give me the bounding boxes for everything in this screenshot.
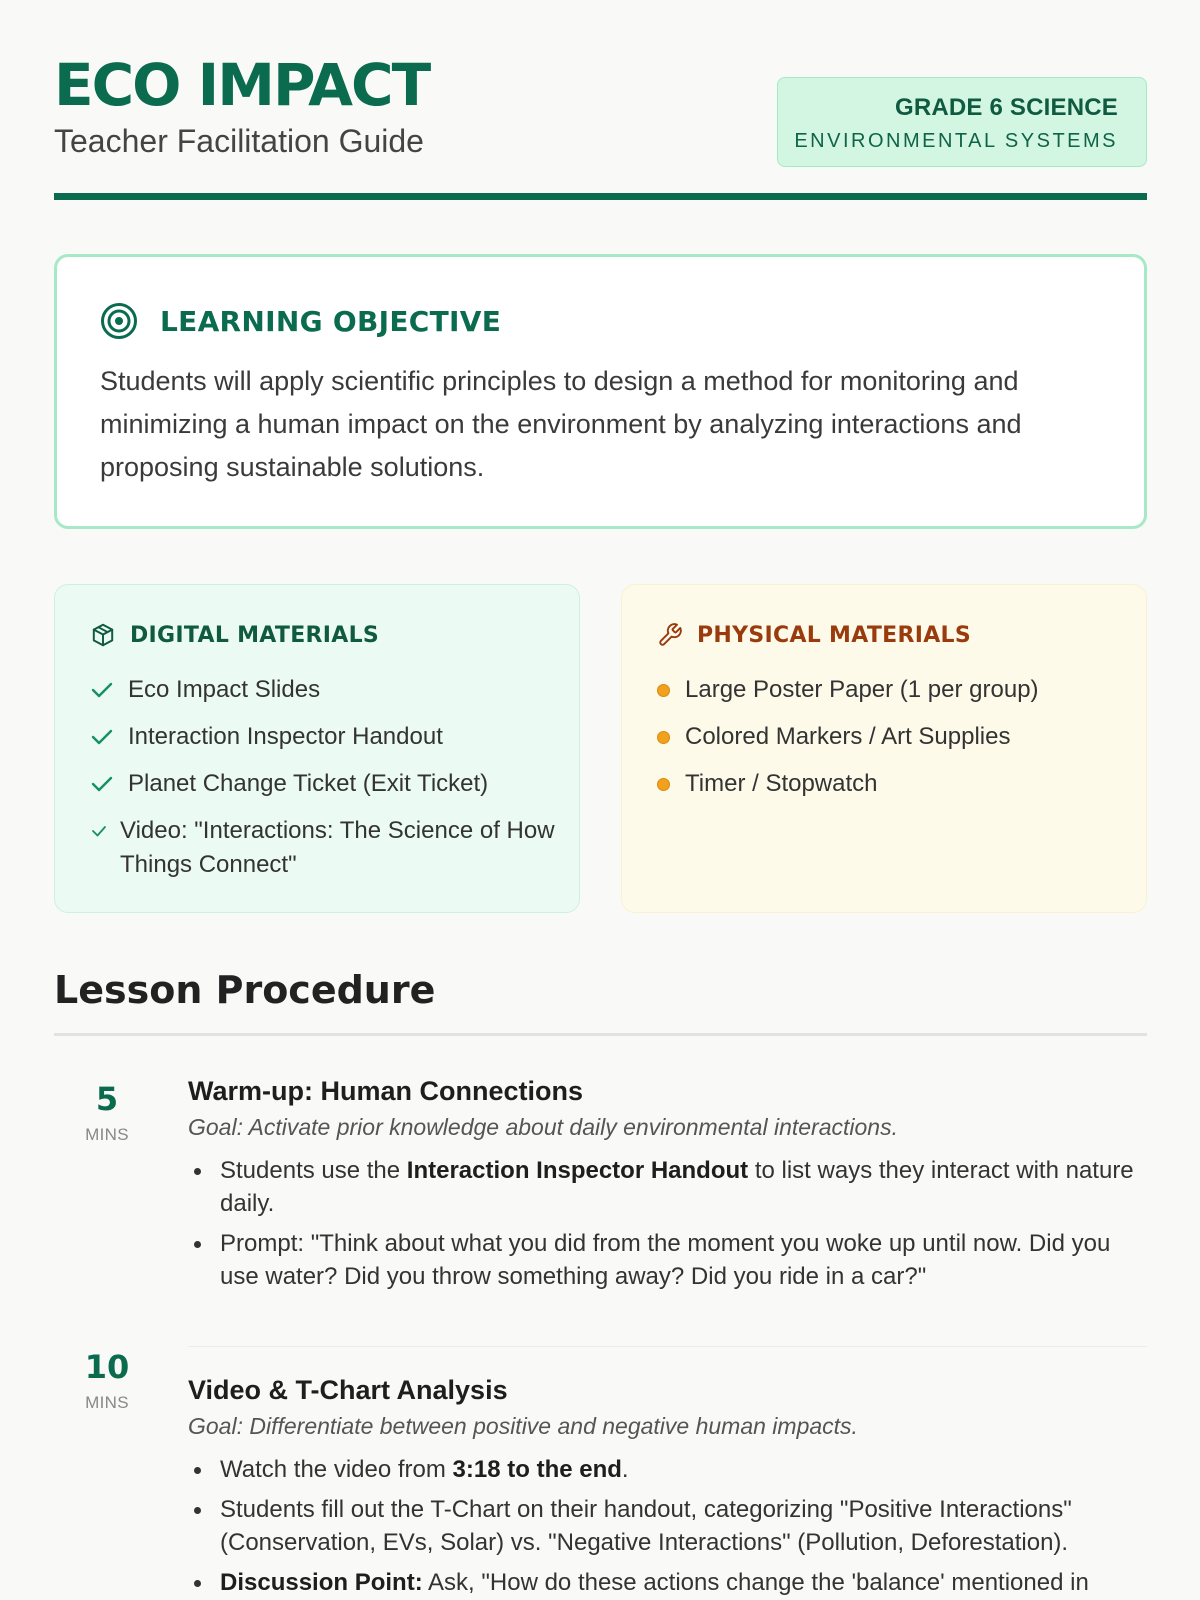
- list-item: [90, 673, 579, 707]
- step-bullet: [220, 1493, 1147, 1559]
- list-item-label: Eco Impact Slides: [128, 676, 321, 703]
- list-item: [657, 767, 1146, 801]
- procedure-heading: Lesson Procedure: [54, 968, 436, 1012]
- list-item: [90, 720, 579, 754]
- list-item-label: Planet Change Ticket (Exit Ticket): [128, 770, 489, 797]
- list-item: [657, 720, 1146, 754]
- physical-materials-card: [621, 584, 1147, 913]
- page-subtitle: Teacher Facilitation Guide: [54, 123, 424, 159]
- guide-page: [54, 0, 1147, 1596]
- digital-materials-card: [54, 584, 580, 913]
- grade-label: GRADE 6 SCIENCE: [894, 94, 1118, 121]
- step-duration: [54, 1080, 160, 1145]
- step-bullet: [220, 1453, 1147, 1486]
- bullet-text: Ask, "How do these actions change the 'balance' mentioned in: [422, 1569, 1089, 1596]
- step-goal: Goal: Differentiate between positive and negative human impacts.: [188, 1413, 858, 1439]
- digital-materials-header: [90, 621, 579, 649]
- bullet-text: .: [621, 1456, 629, 1483]
- learning-objective-card: [54, 254, 1147, 529]
- bullet-dot-icon: [657, 767, 671, 801]
- objective-title: LEARNING OBJECTIVE: [160, 304, 502, 338]
- bullet-text: Prompt: "Think about what you did from the moment you woke up until now. Did you use water? Did you throw something away? Did you ride in a car?": [220, 1230, 1111, 1290]
- procedure-divider: [54, 1033, 1147, 1036]
- bullet-text: Students fill out the T-Chart on their handout, categorizing "Positive Interactions" (Conservation, EVs, Solar) vs. "Negative Interactions" (Pollution, Deforestation).: [220, 1496, 1072, 1556]
- unit-label: ENVIRONMENTAL SYSTEMS: [794, 129, 1118, 152]
- bullet-text: Watch the video from: [220, 1456, 453, 1483]
- check-icon: [90, 814, 108, 848]
- step-duration: [54, 1348, 160, 1413]
- guide-header: [54, 0, 1147, 200]
- grade-badge: [777, 77, 1147, 167]
- bullet-bold-text: Interaction Inspector Handout: [406, 1157, 749, 1184]
- objective-header: [100, 302, 501, 340]
- list-item-label: Interaction Inspector Handout: [128, 723, 443, 750]
- step-bullet: [220, 1227, 1147, 1293]
- box-icon: [90, 622, 116, 648]
- step-minutes: 10: [84, 1348, 130, 1386]
- bullet-text: Students use the: [220, 1157, 407, 1184]
- digital-materials-list: [90, 673, 579, 882]
- step-bullets: [188, 1154, 1147, 1293]
- step-bullet: [220, 1566, 1147, 1599]
- list-item-label: Video: "Interactions: The Science of How Things Connect": [120, 817, 555, 878]
- bullet-dot-icon: [657, 720, 671, 754]
- digital-materials-title: DIGITAL MATERIALS: [130, 622, 380, 648]
- bullet-dot-icon: [657, 673, 671, 707]
- step-minutes-unit: MINS: [85, 1125, 129, 1144]
- list-item: [657, 673, 1146, 707]
- list-item-label: Large Poster Paper (1 per group): [685, 676, 1039, 703]
- step-divider: [188, 1346, 1147, 1347]
- step-minutes-unit: MINS: [85, 1393, 129, 1412]
- bullet-text: to list ways they interact with nature daily.: [220, 1157, 1134, 1217]
- list-item-label: Colored Markers / Art Supplies: [685, 723, 1011, 750]
- step-body: [188, 1074, 1147, 1300]
- step-body: [188, 1373, 1147, 1600]
- header-divider: [54, 193, 1147, 200]
- target-icon: [100, 302, 138, 340]
- list-item: [90, 814, 579, 882]
- bullet-bold-text: Discussion Point:: [220, 1569, 423, 1596]
- objective-text: Students will apply scientific principles to design a method for monitoring and minimizing a human impact on the environment by analyzing interactions and proposing sustainable solutions.: [100, 366, 1022, 482]
- list-item-label: Timer / Stopwatch: [685, 770, 878, 797]
- page-title: ECO IMPACT: [54, 51, 430, 119]
- step-goal: Goal: Activate prior knowledge about daily environmental interactions.: [188, 1114, 898, 1140]
- bullet-bold-text: 3:18 to the end: [452, 1456, 622, 1483]
- step-title: Warm-up: Human Connections: [188, 1076, 583, 1106]
- wrench-icon: [657, 622, 683, 648]
- step-bullets: [188, 1453, 1147, 1599]
- physical-materials-list: [657, 673, 1146, 801]
- step-minutes: 5: [95, 1080, 119, 1118]
- check-icon: [90, 673, 114, 707]
- check-icon: [90, 720, 114, 754]
- step-title: Video & T-Chart Analysis: [188, 1375, 508, 1405]
- list-item: [90, 767, 579, 801]
- physical-materials-header: [657, 621, 1146, 649]
- physical-materials-title: PHYSICAL MATERIALS: [697, 622, 972, 648]
- step-bullet: [220, 1154, 1147, 1220]
- check-icon: [90, 767, 114, 801]
